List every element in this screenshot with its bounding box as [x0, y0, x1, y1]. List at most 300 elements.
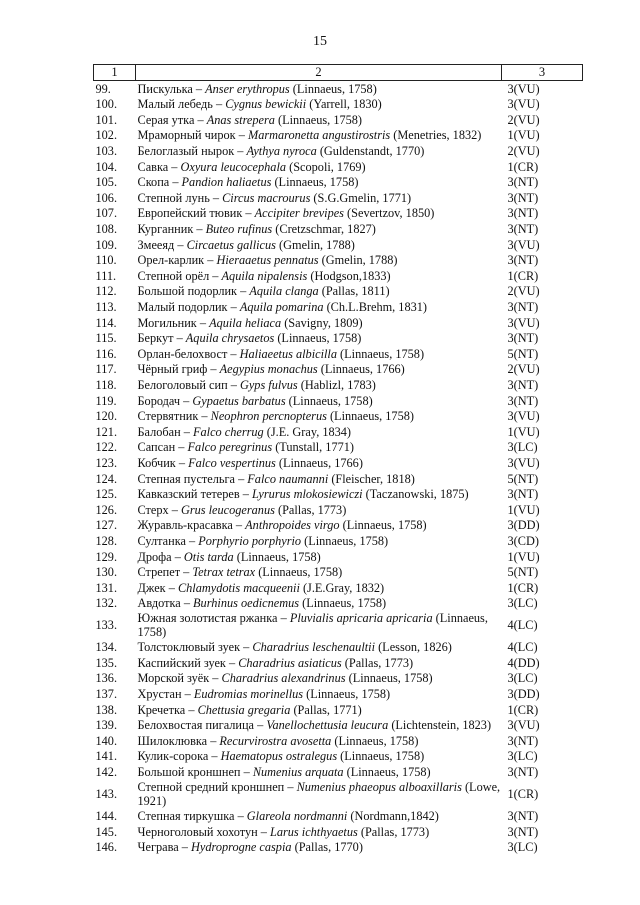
column-header-species: 2: [136, 65, 502, 81]
russian-name: Южная золотистая ржанка: [137, 611, 278, 626]
row-number: 128.: [95, 533, 118, 548]
authority: (Linnaeus, 1758): [274, 331, 362, 346]
category: 3(NT): [507, 190, 539, 205]
latin-name: Pandion haliaetus: [181, 175, 272, 190]
row-number: 112.: [95, 284, 117, 299]
table-row: [94, 764, 583, 780]
table-row: [94, 486, 583, 502]
species-name: Чёрный гриф – Aegypius monachus (Linnaeus, 1766): [137, 362, 405, 377]
russian-name: Змееяд: [137, 237, 175, 252]
latin-name: Circaetus gallicus: [186, 237, 276, 252]
category: 3(NT): [507, 487, 539, 502]
table-row: [94, 640, 583, 656]
row-number: 119.: [95, 393, 117, 408]
russian-name: Курганник: [137, 222, 194, 237]
table-row: [94, 253, 583, 269]
authority: (Pallas, 1773): [274, 502, 347, 517]
row-number: 132.: [95, 596, 118, 611]
table-row: [94, 315, 583, 331]
category: 1(CR): [507, 580, 539, 595]
category: 5(NT): [507, 565, 539, 580]
row-number: 105.: [95, 175, 118, 190]
latin-name: Marmaronetta angustirostris: [247, 128, 391, 143]
authority: (Ch.L.Brehm, 1831): [323, 300, 428, 314]
table-row: [94, 655, 583, 671]
latin-name: Chettusia gregaria: [197, 702, 291, 717]
row-number: 116.: [95, 346, 117, 361]
row-number: 143.: [95, 787, 118, 802]
latin-name: Aquila chrysaetos: [185, 331, 275, 346]
latin-name: Falco vespertinus: [188, 455, 276, 470]
category: 3(DD): [507, 687, 540, 702]
category: 3(DD): [507, 518, 540, 533]
table-row: [94, 596, 583, 612]
authority: (Guldenstandt, 1770): [316, 144, 425, 159]
latin-name: Gypaetus barbatus: [192, 393, 286, 408]
row-number: 111.: [95, 268, 117, 283]
species-name: Бородач – Gypaetus barbatus (Linnaeus, 1758): [137, 393, 373, 408]
row-number: 113.: [95, 300, 117, 314]
authority: (Pallas, 1811): [318, 284, 390, 299]
authority: (Linnaeus, 1758): [289, 81, 377, 96]
latin-name: Numenius arquata: [252, 765, 344, 780]
russian-name: Дрофа: [137, 549, 172, 564]
category: 3(NT): [507, 733, 539, 748]
russian-name: Орел-карлик: [137, 253, 205, 268]
category: 3(NT): [507, 222, 539, 237]
category: 3(NT): [507, 300, 539, 314]
row-number: 122.: [95, 440, 118, 455]
row-number: 140.: [95, 733, 118, 748]
latin-name: Circus macrourus: [222, 190, 311, 205]
species-name: Кречетка – Chettusia gregaria (Pallas, 1771): [137, 702, 362, 717]
authority: (Fleischer, 1818): [328, 471, 415, 486]
column-header-category: 3: [502, 65, 583, 81]
russian-name: Сапсан: [137, 440, 176, 455]
russian-name: Джек: [137, 580, 166, 595]
category: 2(VU): [507, 144, 540, 159]
authority: (Gmelin, 1788): [318, 253, 398, 268]
authority: (Lowe, 1921): [137, 779, 501, 809]
row-number: 100.: [95, 97, 118, 112]
row-number: 123.: [95, 455, 118, 470]
row-number: 125.: [95, 487, 118, 502]
russian-name: Савка: [137, 159, 169, 174]
category: 3(VU): [507, 409, 540, 424]
authority: (Linnaeus, 1758): [285, 393, 373, 408]
latin-name: Burhinus oedicnemus: [193, 596, 300, 611]
russian-name: Большой подорлик: [137, 284, 238, 299]
table-row: [94, 221, 583, 237]
authority: (Linnaeus, 1758): [301, 533, 389, 548]
russian-name: Авдотка: [137, 596, 181, 611]
row-number: 102.: [95, 128, 118, 143]
latin-name: Aegypius monachus: [219, 362, 318, 377]
table-row: [94, 408, 583, 424]
authority: (Menetries, 1832): [390, 128, 482, 143]
latin-name: Aquila clanga: [249, 284, 319, 299]
row-number: 108.: [95, 222, 118, 237]
latin-name: Haematopus ostralegus: [220, 749, 338, 764]
category: 2(VU): [507, 362, 540, 377]
russian-name: Степная тиркушка: [137, 809, 235, 824]
authority: (Taczanowski, 1875): [362, 487, 469, 502]
row-number: 99.: [95, 81, 111, 96]
table-row: [94, 190, 583, 206]
latin-name: Porphyrio porphyrio: [198, 533, 302, 548]
category: 3(CD): [507, 533, 539, 548]
table-row: [94, 299, 583, 315]
category: 3(NT): [507, 393, 539, 408]
russian-name: Шилоклювка: [137, 733, 208, 748]
row-number: 118.: [95, 377, 117, 392]
row-number: 144.: [95, 809, 118, 824]
authority: (Nordmann,1842): [347, 809, 439, 824]
species-name: Стерх – Grus leucogeranus (Pallas, 1773): [137, 502, 347, 517]
category: 1(VU): [507, 502, 540, 517]
species-name: Сапсан – Falco peregrinus (Tunstall, 1771): [137, 440, 355, 455]
latin-name: Chlamydotis macqueenii: [177, 580, 300, 595]
category: 4(DD): [507, 655, 540, 670]
authority: (Linnaeus, 1758): [345, 671, 433, 686]
table-row: [94, 331, 583, 347]
row-number: 120.: [95, 409, 118, 424]
category: 3(LC): [507, 596, 538, 611]
latin-name: Neophron percnopterus: [210, 409, 327, 424]
authority: (Yarrell, 1830): [306, 97, 382, 112]
russian-name: Белохвостая пигалица: [137, 718, 255, 733]
category: 3(VU): [507, 315, 540, 330]
russian-name: Могильник: [137, 315, 197, 330]
authority: (Tunstall, 1771): [272, 440, 355, 455]
russian-name: Европейский тювик: [137, 206, 243, 221]
russian-name: Серая утка: [137, 112, 195, 127]
species-name: Степной средний кроншнеп – Numenius phaeopus alboaxillaris (Lowe, 1921): [137, 779, 501, 809]
species-name: Малый подорлик – Aquila pomarina (Ch.L.Brehm, 1831): [137, 300, 428, 314]
latin-name: Recurvirostra avosetta: [219, 733, 332, 748]
species-name: Курганник – Buteo rufinus (Cretzschmar, 1827): [137, 222, 376, 237]
species-name: Кавказский тетерев – Lyrurus mlokosiewiczi (Taczanowski, 1875): [137, 487, 469, 502]
latin-name: Cygnus bewickii: [225, 97, 307, 112]
authority: (Lesson, 1826): [375, 640, 452, 655]
latin-name: Haliaeetus albicilla: [239, 346, 337, 361]
authority: (Linnaeus, 1758): [233, 549, 321, 564]
authority: (Severtzov, 1850): [343, 206, 435, 221]
latin-name: Vanellochettusia leucura: [266, 718, 389, 733]
species-name: Степной лунь – Circus macrourus (S.G.Gmelin, 1771): [137, 190, 412, 205]
russian-name: Беркут: [137, 331, 174, 346]
authority: (Linnaeus, 1758): [255, 565, 343, 580]
species-name: Пискулька – Anser erythropus (Linnaeus, 1758): [137, 81, 377, 96]
species-name: Степной орёл – Aquila nipalensis (Hodgson,1833): [137, 268, 391, 283]
category: 1(VU): [507, 424, 540, 439]
table-row: [94, 143, 583, 159]
russian-name: Чеграва: [137, 840, 179, 855]
page-number: 15: [313, 34, 327, 49]
category: 3(NT): [507, 331, 539, 346]
species-name: Серая утка – Anas strepera (Linnaeus, 1758): [137, 112, 363, 127]
table-row: [94, 780, 583, 808]
species-name: Черноголовый хохотун – Larus ichthyaetus (Pallas, 1773): [137, 824, 430, 839]
species-name: Беркут – Aquila chrysaetos (Linnaeus, 1758): [137, 331, 362, 346]
species-name: Морской зуёк – Charadrius alexandrinus (Linnaeus, 1758): [137, 671, 433, 686]
table-row: [94, 237, 583, 253]
category: 3(NT): [507, 206, 539, 221]
authority: (Linnaeus, 1758): [331, 733, 419, 748]
species-name: Змееяд – Circaetus gallicus (Gmelin, 1788): [137, 237, 355, 252]
table-row: [94, 533, 583, 549]
table-row: [94, 686, 583, 702]
table-row: [94, 81, 583, 97]
table-header-row: [94, 65, 583, 81]
table-row: [94, 718, 583, 734]
authority: (Linnaeus, 1758): [271, 175, 359, 190]
russian-name: Кобчик: [137, 455, 176, 470]
row-number: 131.: [95, 580, 118, 595]
category: 3(NT): [507, 809, 539, 824]
authority: (Linnaeus, 1758): [137, 611, 488, 640]
category: 1(CR): [507, 159, 539, 174]
table-row: [94, 393, 583, 409]
russian-name: Толстоклювый зуек: [137, 640, 241, 655]
russian-name: Балобан: [137, 424, 181, 439]
row-number: 103.: [95, 144, 118, 159]
species-name: Стервятник – Neophron percnopterus (Linnaeus, 1758): [137, 409, 414, 424]
latin-name: Falco peregrinus: [187, 440, 273, 455]
table-row: [94, 346, 583, 362]
category: 3(NT): [507, 175, 539, 190]
latin-name: Glareola nordmanni: [246, 809, 348, 824]
russian-name: Каспийский зуек: [137, 655, 226, 670]
category: 3(NT): [507, 765, 539, 780]
column-header-number: 1: [94, 65, 136, 81]
table-row: [94, 159, 583, 175]
authority: (Pallas, 1773): [357, 824, 430, 839]
russian-name: Стерх: [137, 502, 169, 517]
russian-name: Скопа: [137, 175, 170, 190]
category: 5(NT): [507, 471, 539, 486]
species-name: Европейский тювик – Accipiter brevipes (Severtzov, 1850): [137, 206, 435, 221]
authority: (Linnaeus, 1758): [303, 687, 391, 702]
latin-name: Oxyura leucocephala: [180, 159, 287, 174]
russian-name: Хрустан: [137, 687, 182, 702]
row-number: 121.: [95, 424, 118, 439]
russian-name: Стрепет: [137, 565, 181, 580]
category: 3(LC): [507, 440, 538, 455]
category: 3(LC): [507, 749, 538, 764]
species-name: Каспийский зуек – Charadrius asiaticus (Pallas, 1773): [137, 655, 414, 670]
russian-name: Чёрный гриф: [137, 362, 208, 377]
row-number: 130.: [95, 565, 118, 580]
latin-name: Tetrax tetrax: [192, 565, 256, 580]
category: 4(LC): [507, 640, 538, 655]
authority: (Pallas, 1770): [291, 840, 363, 855]
russian-name: Кавказский тетерев: [137, 487, 240, 502]
table-row: [94, 840, 583, 856]
russian-name: Пискулька: [137, 81, 193, 96]
russian-name: Султанка: [137, 533, 186, 548]
table-row: [94, 362, 583, 378]
table-row: [94, 440, 583, 456]
row-number: 137.: [95, 687, 118, 702]
row-number: 136.: [95, 671, 118, 686]
species-name: Скопа – Pandion haliaetus (Linnaeus, 1758): [137, 175, 359, 190]
row-number: 138.: [95, 702, 118, 717]
russian-name: Кречетка: [137, 702, 186, 717]
latin-name: Buteo rufinus: [205, 222, 273, 237]
latin-name: Hieraaetus pennatus: [216, 253, 319, 268]
russian-name: Малый лебедь: [137, 97, 213, 112]
table-row: [94, 284, 583, 300]
table-row: [94, 671, 583, 687]
species-name: Орел-карлик – Hieraaetus pennatus (Gmelin, 1788): [137, 253, 398, 268]
latin-name: Pluvialis apricaria apricaria: [289, 611, 433, 626]
row-number: 127.: [95, 518, 118, 533]
russian-name: Большой кроншнеп: [137, 765, 241, 780]
species-name: Авдотка – Burhinus oedicnemus (Linnaeus, 1758): [137, 596, 387, 611]
category: 1(CR): [507, 702, 539, 717]
authority: (Pallas, 1773): [341, 655, 414, 670]
species-name: Белохвостая пигалица – Vanellochettusia leucura (Lichtenstein, 1823): [137, 718, 492, 733]
table-row: [94, 97, 583, 113]
species-name: Журавль-красавка – Anthropoides virgo (Linnaeus, 1758): [137, 518, 427, 533]
row-number: 106.: [95, 190, 118, 205]
russian-name: Степной лунь: [137, 190, 210, 205]
category: 3(VU): [507, 718, 540, 733]
table-row: [94, 749, 583, 765]
russian-name: Белоголовый сип: [137, 377, 228, 392]
species-name: Малый лебедь – Cygnus bewickii (Yarrell, 1830): [137, 97, 382, 112]
authority: (Linnaeus, 1766): [275, 455, 363, 470]
latin-name: Accipiter brevipes: [254, 206, 344, 221]
latin-name: Charadrius asiaticus: [238, 655, 342, 670]
russian-name: Журавль-красавка: [137, 518, 233, 533]
category: 1(VU): [507, 128, 540, 143]
species-name: Стрепет – Tetrax tetrax (Linnaeus, 1758): [137, 565, 343, 580]
row-number: 145.: [95, 824, 118, 839]
authority: (Linnaeus, 1766): [317, 362, 405, 377]
row-number: 117.: [95, 362, 117, 377]
category: 3(NT): [507, 824, 539, 839]
authority: (Linnaeus, 1758): [339, 518, 427, 533]
russian-name: Черноголовый хохотун: [137, 824, 258, 839]
latin-name: Lyrurus mlokosiewiczi: [251, 487, 363, 502]
authority: (J.E.Gray, 1832): [299, 580, 385, 595]
category: 3(NT): [507, 377, 539, 392]
row-number: 139.: [95, 718, 118, 733]
species-name: Большой кроншнеп – Numenius arquata (Linnaeus, 1758): [137, 765, 431, 780]
table-row: [94, 377, 583, 393]
species-name: Большой подорлик – Aquila clanga (Pallas, 1811): [137, 284, 390, 299]
latin-name: Grus leucogeranus: [180, 502, 275, 517]
row-number: 129.: [95, 549, 118, 564]
species-name: Дрофа – Otis tarda (Linnaeus, 1758): [137, 549, 321, 564]
species-name: Толстоклювый зуек – Charadrius leschenaultii (Lesson, 1826): [137, 640, 452, 655]
table-row: [94, 455, 583, 471]
authority: (Gmelin, 1788): [275, 237, 355, 252]
latin-name: Aythya nyroca: [246, 144, 317, 159]
category: 1(CR): [507, 787, 539, 802]
authority: (Pallas, 1771): [290, 702, 362, 717]
category: 1(CR): [507, 268, 539, 283]
latin-name: Eudromias morinellus: [193, 687, 304, 702]
species-name: Джек – Chlamydotis macqueenii (J.E.Gray, 1832): [137, 580, 385, 595]
authority: (Linnaeus, 1758): [299, 596, 387, 611]
latin-name: Charadrius alexandrinus: [221, 671, 346, 686]
row-number: 134.: [95, 640, 118, 655]
row-number: 104.: [95, 159, 118, 174]
row-number: 107.: [95, 206, 118, 221]
table-row: [94, 824, 583, 840]
species-name: Кобчик – Falco vespertinus (Linnaeus, 1766): [137, 455, 363, 470]
russian-name: Стервятник: [137, 409, 199, 424]
authority: (Linnaeus, 1758): [326, 409, 414, 424]
row-number: 109.: [95, 237, 118, 252]
russian-name: Кулик-сорока: [137, 749, 209, 764]
row-number: 110.: [95, 253, 117, 268]
russian-name: Степной орёл: [137, 268, 210, 283]
row-number: 124.: [95, 471, 118, 486]
latin-name: Aquila nipalensis: [221, 268, 308, 283]
latin-name: Hydroprogne caspia: [191, 840, 292, 855]
table-row: [94, 808, 583, 824]
category: 3(VU): [507, 97, 540, 112]
category: 3(NT): [507, 253, 539, 268]
authority: (Lichtenstein, 1823): [388, 718, 492, 733]
latin-name: Otis tarda: [183, 549, 234, 564]
russian-name: Морской зуёк: [137, 671, 210, 686]
russian-name: Орлан-белохвост: [137, 346, 228, 361]
authority: (Hodgson,1833): [307, 268, 391, 283]
latin-name: Anas strepera: [206, 112, 275, 127]
authority: (Cretzschmar, 1827): [272, 222, 376, 237]
table-row: [94, 206, 583, 222]
table-row: [94, 175, 583, 191]
species-name: Султанка – Porphyrio porphyrio (Linnaeus, 1758): [137, 533, 389, 548]
species-name: Степная тиркушка – Glareola nordmanni (Nordmann,1842): [137, 809, 439, 824]
russian-name: Степная пустельга: [137, 471, 235, 486]
category: 1(VU): [507, 549, 540, 564]
table-row: [94, 424, 583, 440]
species-name: Хрустан – Eudromias morinellus (Linnaeus, 1758): [137, 687, 391, 702]
table-row: [94, 564, 583, 580]
category: 2(VU): [507, 112, 540, 127]
table-row: [94, 611, 583, 639]
table-row: [94, 128, 583, 144]
row-number: 101.: [95, 112, 118, 127]
authority: (Savigny, 1809): [281, 315, 363, 330]
russian-name: Мраморный чирок: [137, 128, 236, 143]
row-number: 115.: [95, 331, 117, 346]
table-row: [94, 549, 583, 565]
latin-name: Aquila heliaca: [209, 315, 282, 330]
latin-name: Falco cherrug: [193, 424, 264, 439]
row-number: 142.: [95, 765, 118, 780]
table-row: [94, 580, 583, 596]
latin-name: Aquila pomarina: [239, 300, 324, 314]
table-row: [94, 112, 583, 128]
category: 5(NT): [507, 346, 539, 361]
species-name: Кулик-сорока – Haematopus ostralegus (Linnaeus, 1758): [137, 749, 425, 764]
category: 3(VU): [507, 455, 540, 470]
authority: (Linnaeus, 1758): [337, 749, 425, 764]
latin-name: Numenius phaeopus alboaxillaris: [296, 779, 462, 794]
table-row: [94, 502, 583, 518]
latin-name: Charadrius leschenaultii: [252, 640, 376, 655]
species-rows: [94, 81, 583, 856]
latin-name: Anser erythropus: [205, 81, 290, 96]
species-name: Белоголовый сип – Gyps fulvus (Hablizl, 1783): [137, 377, 376, 392]
